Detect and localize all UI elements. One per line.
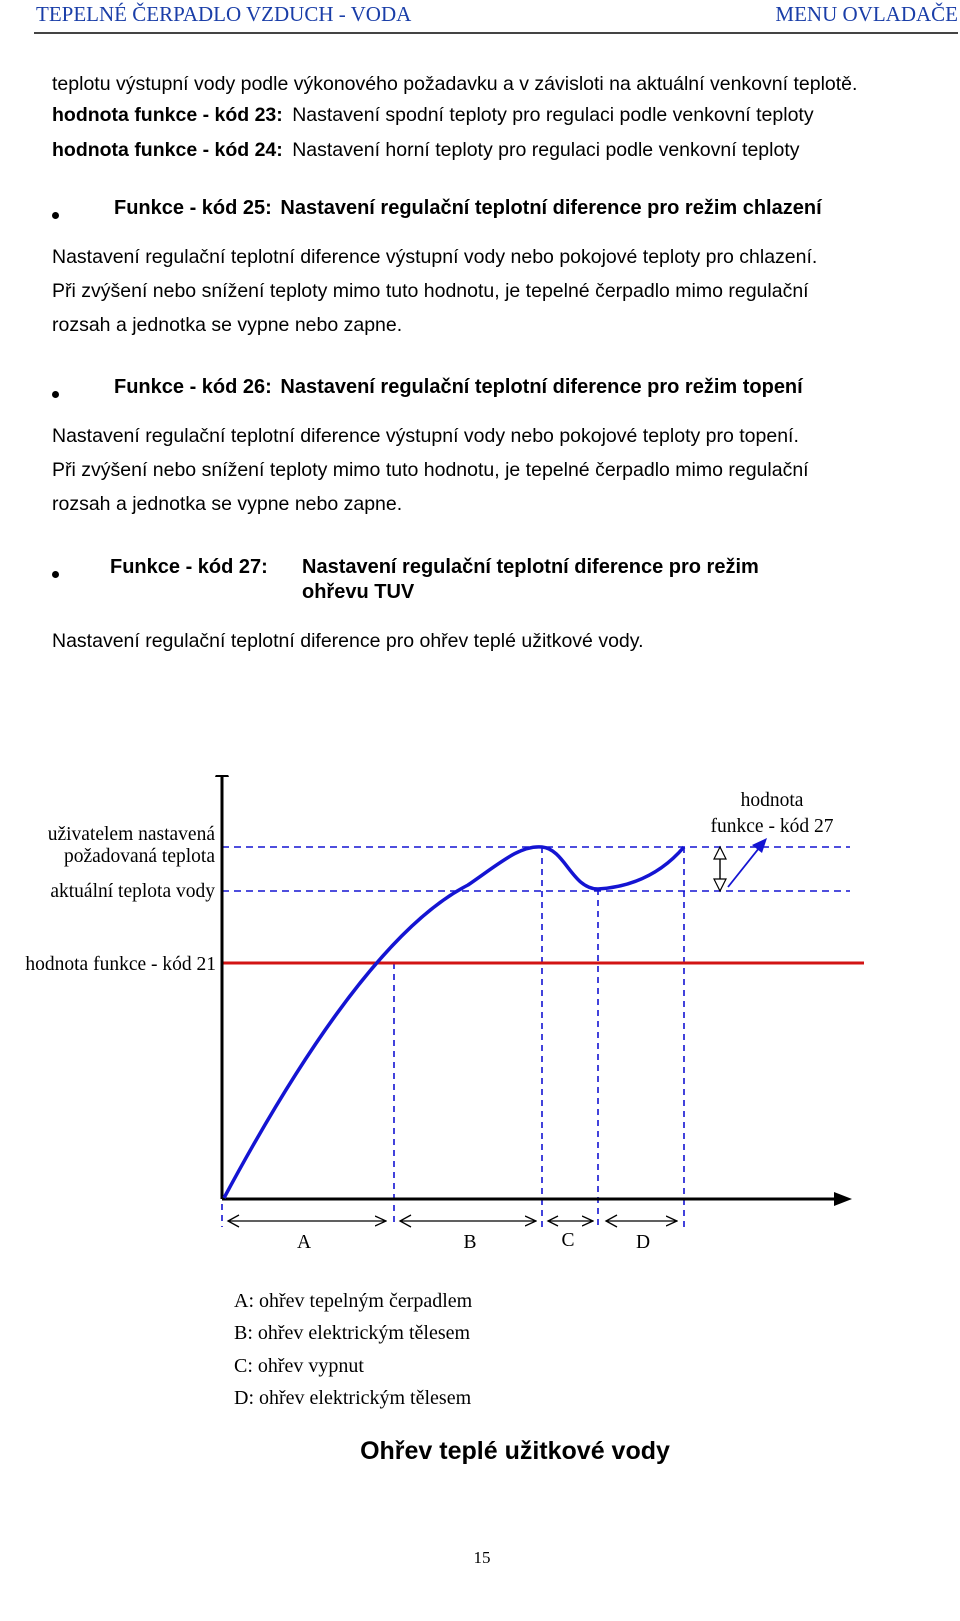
section-heading-27 bbox=[110, 555, 759, 579]
dhw-heating-diagram bbox=[0, 775, 960, 1275]
legend-item-b: B: ohřev elektrickým tělesem bbox=[234, 1322, 471, 1344]
section-heading-label: Funkce - kód 27: bbox=[110, 556, 268, 578]
page-header bbox=[34, 0, 958, 34]
legend-item-a: A: ohřev tepelným čerpadlem bbox=[234, 1290, 473, 1312]
code27-pointer-arrow-icon bbox=[752, 838, 767, 853]
setpoint-label-2: požadovaná teplota bbox=[63, 846, 215, 867]
interval-label-a: A bbox=[296, 1232, 312, 1253]
legend-item-c: C: ohřev vypnut bbox=[234, 1355, 364, 1377]
interval-label-b: B bbox=[463, 1232, 477, 1253]
code24-label: hodnota funkce - kód 24: bbox=[52, 139, 283, 161]
x-axis-arrow-icon bbox=[834, 1192, 852, 1206]
section-body-line: rozsah a jednotka se vypne nebo zapne. bbox=[52, 493, 403, 515]
bullet-icon bbox=[52, 571, 59, 578]
water-temperature-curve bbox=[224, 847, 684, 1198]
section-body-line: rozsah a jednotka se vypne nebo zapne. bbox=[52, 314, 403, 336]
page-number: 15 bbox=[473, 1548, 491, 1567]
header-title: TEPELNÉ ČERPADLO VZDUCH - VODA bbox=[36, 2, 412, 26]
section-heading-25 bbox=[114, 196, 822, 220]
section-body-line: Při zvýšení nebo snížení teploty mimo tuto hodnotu, je tepelné čerpadlo mimo regulační bbox=[52, 459, 809, 481]
code27-diff-arrow-up-icon bbox=[714, 847, 726, 859]
code23-label: hodnota funkce - kód 23: bbox=[52, 104, 283, 126]
code27-label-1: hodnota bbox=[740, 790, 804, 811]
legend-item-d: D: ohřev elektrickým tělesem bbox=[234, 1387, 472, 1409]
code23-line bbox=[52, 103, 814, 127]
y-axis-arrow-icon bbox=[215, 775, 229, 777]
section-heading-text: Nastavení regulační teplotní diference pro režim topení bbox=[280, 376, 803, 398]
bullet-icon bbox=[52, 391, 59, 398]
section-body-line: Nastavení regulační teplotní diference výstupní vody nebo pokojové teploty pro topení. bbox=[52, 425, 799, 447]
intro-line: teplotu výstupní vody podle výkonového požadavku a v závisloti na aktuální venkovní teplotě. bbox=[52, 73, 858, 95]
section-heading-27-cont: ohřevu TUV bbox=[302, 581, 415, 603]
setpoint-label-1: uživatelem nastavená bbox=[47, 824, 215, 845]
interval-label-d: D bbox=[635, 1232, 651, 1253]
section-heading-label: Funkce - kód 25: bbox=[114, 197, 272, 219]
section-heading-label: Funkce - kód 26: bbox=[114, 376, 272, 398]
section-heading-26 bbox=[114, 375, 803, 399]
section-body-line: Nastavení regulační teplotní diference výstupní vody nebo pokojové teploty pro chlazení. bbox=[52, 246, 818, 268]
section-body-line: Nastavení regulační teplotní diference pro ohřev teplé užitkové vody. bbox=[52, 630, 644, 652]
interval-label-c: C bbox=[561, 1230, 575, 1251]
header-section: MENU OVLADAČE bbox=[775, 2, 958, 26]
actual-temp-label: aktuální teplota vody bbox=[50, 881, 215, 902]
section-heading-text: Nastavení regulační teplotní diference pro režim bbox=[302, 556, 759, 578]
code27-diff-arrow-down-icon bbox=[714, 879, 726, 891]
section-heading-text: Nastavení regulační teplotní diference pro režim chlazení bbox=[280, 197, 822, 219]
code23-text: Nastavení spodní teploty pro regulaci podle venkovní teploty bbox=[292, 104, 814, 126]
code24-line bbox=[52, 138, 800, 162]
section-body-line: Při zvýšení nebo snížení teploty mimo tuto hodnotu, je tepelné čerpadlo mimo regulační bbox=[52, 280, 809, 302]
bullet-icon bbox=[52, 212, 59, 219]
code27-label-2: funkce - kód 27 bbox=[710, 816, 834, 837]
code24-text: Nastavení horní teploty pro regulaci podle venkovní teploty bbox=[292, 139, 800, 161]
code21-label: hodnota funkce - kód 21 bbox=[25, 954, 216, 975]
figure-caption: Ohřev teplé užitkové vody bbox=[360, 1437, 670, 1465]
